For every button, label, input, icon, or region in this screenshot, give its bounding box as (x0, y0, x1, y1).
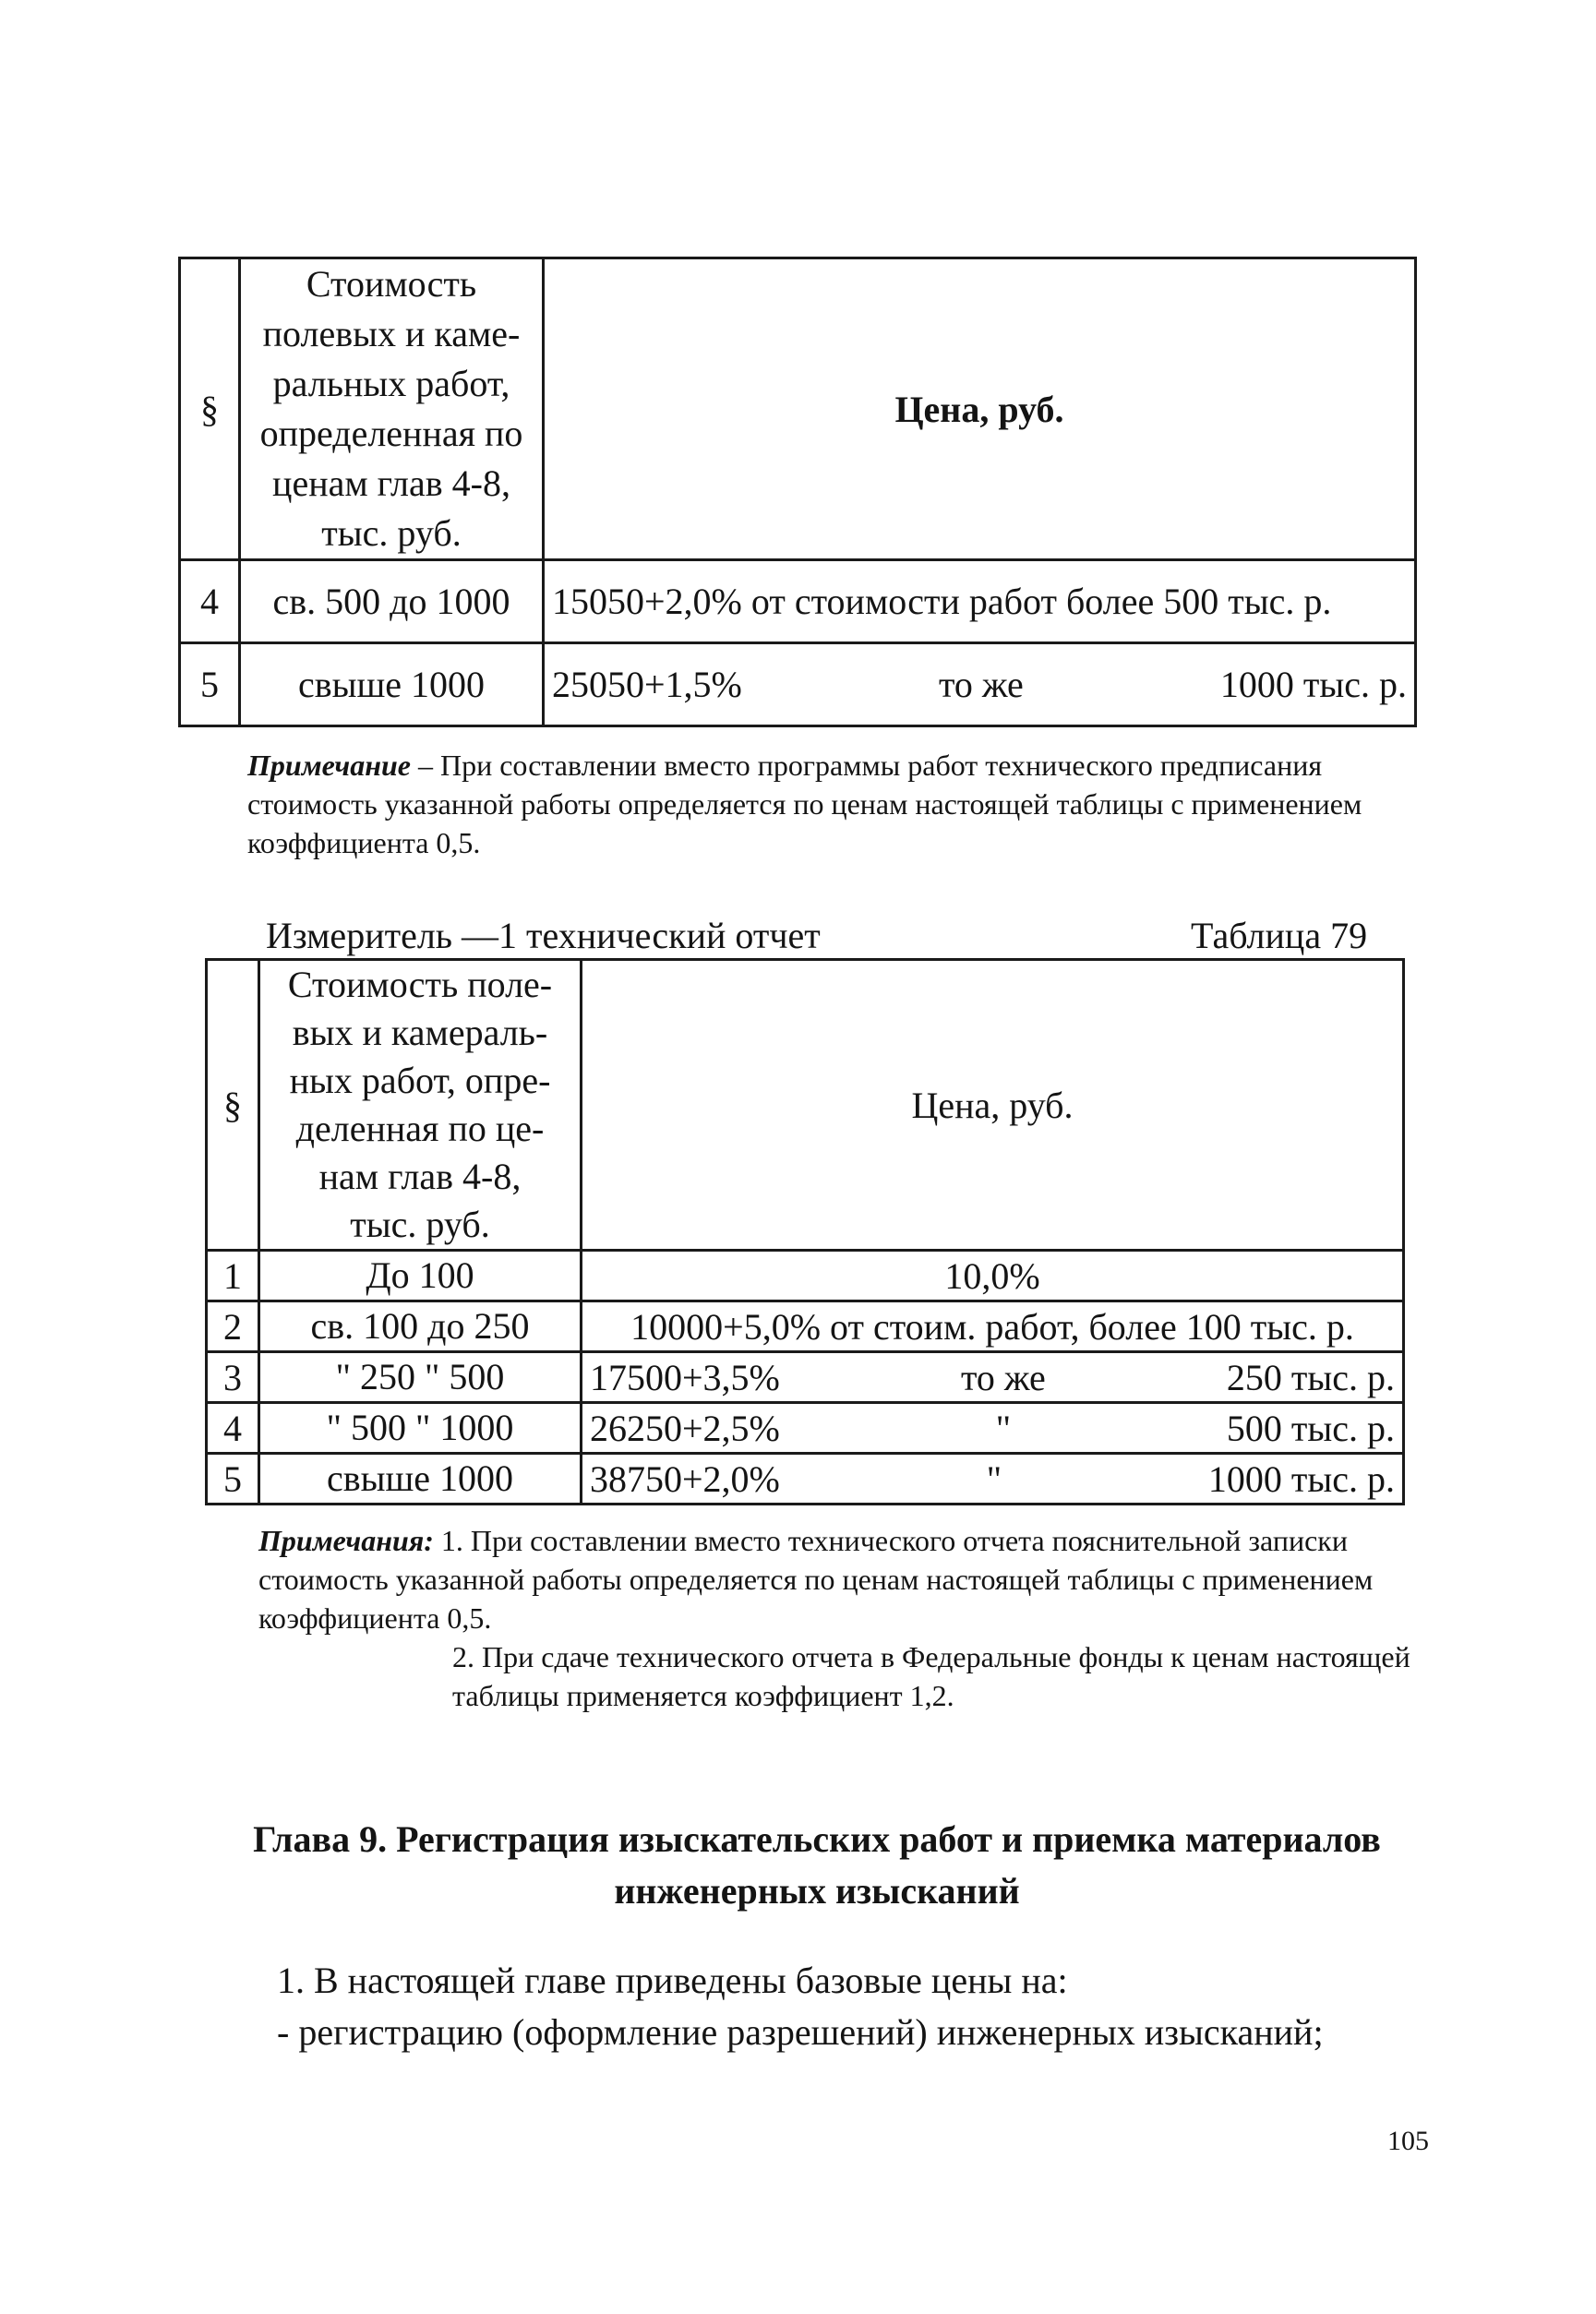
row-number: 1 (207, 1251, 259, 1301)
cost-range: свыше 1000 (240, 643, 544, 726)
note-text: – При составлении вместо программы работ технического предписания стоимость указанной работы определяется по ценам настоящей таблицы с применением коэффициента 0,5. (247, 749, 1362, 859)
price-formula: 15050+2,0% от стоимости работ более 500 тыс. р. (552, 581, 1332, 622)
price-basis: то же (960, 1356, 1046, 1398)
note-label: Примечания: (258, 1524, 434, 1557)
price-threshold: 1000 тыс. р. (1219, 664, 1407, 705)
row-number: 5 (207, 1454, 259, 1505)
price-basis: то же (938, 664, 1024, 705)
price-value (582, 1454, 1404, 1505)
section-header: § (207, 960, 259, 1251)
cost-header-line: тыс. руб. (350, 1204, 490, 1245)
price-formula: 25050+1,5% (552, 664, 742, 705)
table-row (180, 643, 1416, 726)
table-row (207, 1454, 1404, 1505)
chapter-title-line: инженерных изысканий (614, 1870, 1020, 1912)
cost-range: свыше 1000 (259, 1454, 582, 1505)
cost-header-line: определенная по (259, 413, 523, 454)
cost-header (240, 258, 544, 560)
note-item-1: 1. При составлении вместо технического отчета пояснительной записки стоимость указанной работы определяется по ценам настоящей таблицы с применением коэффициента 0,5. (258, 1524, 1374, 1635)
cost-range: " 250 " 500 (259, 1352, 582, 1403)
chapter-title-line: Глава 9. Регистрация изыскательских работ и приемка материалов (253, 1818, 1381, 1860)
cost-range: св. 500 до 1000 (240, 560, 544, 643)
table-header-row (207, 960, 1404, 1251)
cost-header (259, 960, 582, 1251)
table-row (207, 1301, 1404, 1352)
note-item-2: 2. При сдаче технического отчета в Федеральные фонды к ценам настоящей таблицы применяется коэффициент 1,2. (452, 1640, 1410, 1712)
section-header: § (180, 258, 240, 560)
table-row (207, 1352, 1404, 1403)
price-threshold: 250 тыс. р. (1226, 1356, 1395, 1398)
body-text (277, 1955, 1477, 2058)
cost-header-line: Стоимость (306, 263, 477, 305)
price-formula: 26250+2,5% (590, 1407, 780, 1449)
cost-header-line: Стоимость поле- (287, 964, 553, 1005)
cost-header-line: деленная по це- (295, 1108, 545, 1149)
price-formula: 38750+2,0% (590, 1457, 780, 1500)
cost-range: " 500 " 1000 (259, 1403, 582, 1454)
cost-header-line: вых и камераль- (292, 1012, 548, 1053)
price-value: 10000+5,0% от стоим. работ, более 100 тыс. р. (582, 1301, 1404, 1352)
cost-header-line: тыс. руб. (321, 512, 462, 554)
cost-header-line: ных работ, опре- (289, 1060, 551, 1101)
price-value (544, 560, 1416, 643)
price-header: Цена, руб. (544, 258, 1416, 560)
row-number: 5 (180, 643, 240, 726)
table-header-row (180, 258, 1416, 560)
price-threshold: 500 тыс. р. (1226, 1407, 1395, 1449)
table-row (207, 1403, 1404, 1454)
price-value (582, 1352, 1404, 1403)
price-value (544, 643, 1416, 726)
price-threshold: 1000 тыс. р. (1207, 1457, 1395, 1500)
chapter-heading (194, 1814, 1440, 1917)
cost-range: До 100 (259, 1251, 582, 1301)
price-basis: " (986, 1457, 1002, 1500)
price-value (582, 1403, 1404, 1454)
page-number: 105 (1387, 2126, 1429, 2156)
cost-header-line: нам глав 4-8, (318, 1156, 522, 1197)
table-row (207, 1251, 1404, 1301)
row-number: 4 (180, 560, 240, 643)
price-formula: 17500+3,5% (590, 1356, 780, 1398)
cost-header-line: полевых и каме- (262, 313, 521, 354)
cost-range: св. 100 до 250 (259, 1301, 582, 1352)
price-table-1 (178, 257, 1417, 727)
note-1 (247, 746, 1418, 862)
price-basis: " (995, 1407, 1012, 1449)
note-label: Примечание (247, 749, 411, 782)
price-value: 10,0% (582, 1251, 1404, 1301)
list-item: - регистрацию (оформление разрешений) инженерных изысканий; (277, 2011, 1324, 2053)
cost-header-line: ральных работ, (272, 363, 510, 404)
table-row (180, 560, 1416, 643)
table-number: Таблица 79 (1191, 915, 1368, 956)
price-header: Цена, руб. (582, 960, 1404, 1251)
row-number: 2 (207, 1301, 259, 1352)
table-meter: Измеритель —1 технический отчет (266, 915, 821, 956)
row-number: 4 (207, 1403, 259, 1454)
cost-header-line: ценам глав 4-8, (272, 462, 510, 504)
price-table-79 (205, 958, 1405, 1505)
row-number: 3 (207, 1352, 259, 1403)
paragraph-line: 1. В настоящей главе приведены базовые цены на: (277, 1960, 1068, 2001)
note-2 (258, 1521, 1431, 1715)
